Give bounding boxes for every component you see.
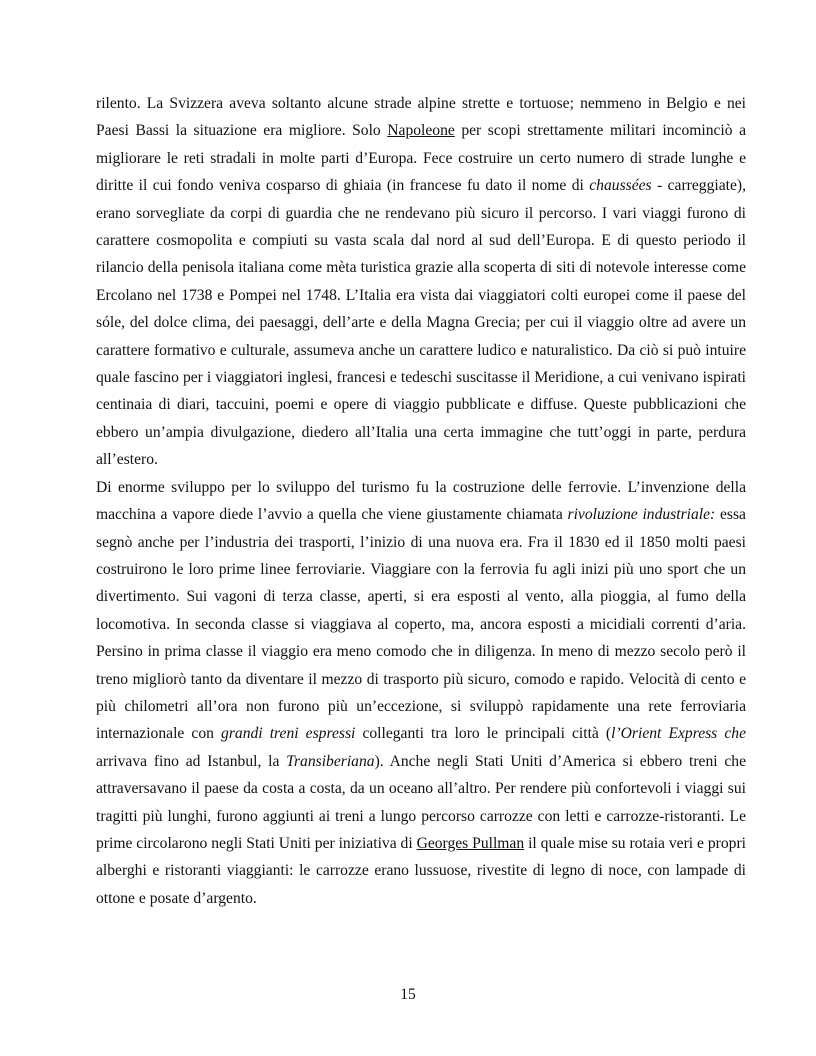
paragraph-1 (96, 90, 746, 474)
paragraph-2-segment: Di enorme sviluppo per lo sviluppo del turismo fu la costruzione delle ferrovie. L’invenzione della macchina a vapore diede l’avvio a quella che viene giustamente chiamata (96, 478, 746, 524)
paragraph-2-segment: arrivava fino ad Istanbul, la (96, 752, 287, 770)
paragraph-1-segment: - carreggiate), erano sorvegliate da corpi di guardia che ne rendevano più sicuro il percorso. I vari viaggi furono di carattere cosmopolita e compiuti su vasta scala dal nord al sud dell’Europa. E di questo periodo il rilancio della penisola italiana come mèta turistica grazie alla scoperta di siti di notevole interesse come Ercolano nel 1738 e Pompei nel 1748. L’Italia era vista dai viaggiatori colti europei come il paese del sóle, del dolce clima, dei paesaggi, dell’arte e della Magna Grecia; per cui il viaggio oltre ad avere un carattere formativo e culturale, assumeva anche un carattere ludico e naturalistico. Da ciò si può intuire quale fascino per i viaggiatori inglesi, francesi e tedeschi suscitasse il Meridione, a cui venivano ispirati centinaia di diari, taccuini, poemi e opere di viaggio pubblicate e diffuse. Queste pubblicazioni che ebbero un’ampia divulgazione, diedero all’Italia una certa immagine che tutt’oggi in parte, perdura all’estero. (96, 177, 746, 469)
paragraph-1-segment: per scopi strettamente militari incominciò a migliorare le reti stradali in molte parti d’Europa. Fece costruire un certo numero di strade lunghe e diritte il cui fondo veniva cosparso di ghiaia (in francese fu dato il nome di (96, 122, 747, 195)
georges-pullman-link[interactable]: Georges Pullman (416, 834, 525, 852)
paragraph-1-segment: rilento. La Svizzera aveva soltanto alcune strade alpine strette e tortuose; nemmeno in Belgio e nei Paesi Bassi la situazione era migliore. Solo (96, 95, 746, 140)
body-text (96, 90, 746, 912)
paragraph-2-italic: grandi treni espressi (221, 725, 356, 743)
paragraph-1-italic: chaussées (589, 177, 652, 195)
paragraph-2-italic: l’Orient Express che (611, 725, 746, 743)
paragraph-2-segment: ). Anche negli Stati Uniti d’America si ebbero treni che attraversavano il paese da costa a costa, da un oceano all’altro. Per rendere più confortevoli i viaggi sui tragitti più lunghi, furono aggiunti ai treni a lungo percorso carrozze con letti e carrozze-ristoranti. Le prime circolarono negli Stati Uniti per iniziativa di (96, 752, 746, 852)
paragraph-2-segment: il quale mise su rotaia veri e propri alberghi e ristoranti viaggianti: le carrozze erano lussuose, rivestite di legno di noce, con lampade di ottone e posate d’argento. (96, 834, 746, 907)
paragraph-2-segment: colleganti tra loro le principali città ( (355, 725, 612, 743)
napoleone-link[interactable]: Napoleone (387, 122, 455, 140)
paragraph-2-italic: rivoluzione industriale: (567, 506, 716, 524)
paragraph-2-italic: Transiberiana (286, 752, 375, 770)
paragraph-2 (96, 474, 746, 913)
page-number: 15 (400, 986, 416, 1003)
paragraph-2-segment: essa segnò anche per l’industria dei trasporti, l’inizio di una nuova era. Fra il 1830 ed il 1850 molti paesi costruirono le loro prime linee ferroviarie. Viaggiare con la ferrovia fu agli inizi più uno sport che un divertimento. Sui vagoni di terza classe, aperti, si era esposti al vento, alla pioggia, al fumo della locomotiva. In seconda classe si viaggiava al coperto, ma, ancora esposti a micidiali correnti d’aria. Persino in prima classe il viaggio era meno comodo che in diligenza. In meno di mezzo secolo però il treno migliorò tanto da diventare il mezzo di trasporto più sicuro, comodo e rapido. Velocità di cento e più chilometri all’ora non furono più un’eccezione, si sviluppò rapidamente una rete ferroviaria internazionale con (96, 506, 746, 743)
